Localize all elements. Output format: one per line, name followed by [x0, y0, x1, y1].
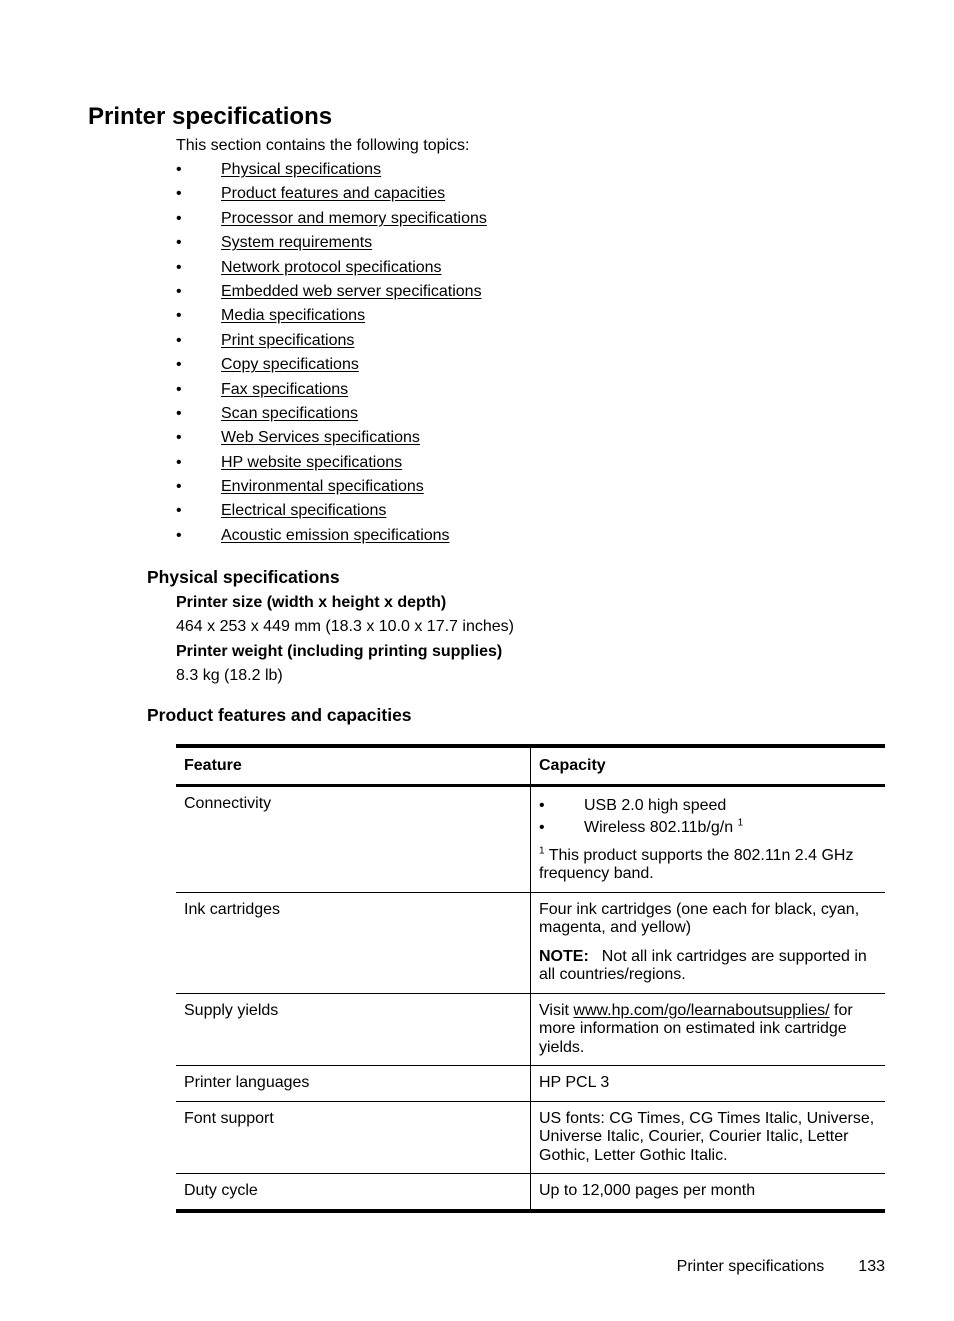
- topic-link-network[interactable]: Network protocol specifications: [221, 258, 442, 276]
- feature-cell: Font support: [176, 1101, 531, 1174]
- list-item: [176, 306, 776, 330]
- topics-list: [176, 160, 776, 550]
- connectivity-item: Wireless 802.11b/g/n: [584, 818, 734, 836]
- list-item: [176, 453, 776, 477]
- supply-suffix: for more information on estimated ink cartridge yields.: [539, 1001, 853, 1056]
- supply-prefix: Visit: [539, 1001, 574, 1019]
- size-label: Printer size (width x height x depth): [176, 594, 447, 611]
- topic-link-processor[interactable]: Processor and memory specifications: [221, 209, 487, 227]
- ink-text: Four ink cartridges (one each for black, cyan, magenta, and yellow): [539, 900, 860, 936]
- page-title: Printer specifications: [88, 103, 333, 130]
- footnote-text: This product supports the 802.11n 2.4 GHz frequency band.: [539, 846, 854, 882]
- capacity-cell: Up to 12,000 pages per month: [539, 1182, 756, 1199]
- list-item: [539, 795, 877, 817]
- list-item: [176, 160, 776, 184]
- feature-cell: Supply yields: [176, 993, 531, 1066]
- capacity-cell: HP PCL 3: [539, 1074, 610, 1091]
- bullet: •: [176, 161, 182, 178]
- feature-cell: Connectivity: [176, 785, 531, 892]
- bullet: •: [176, 258, 182, 276]
- bullet: •: [176, 185, 182, 203]
- list-item: [176, 355, 776, 379]
- bullet: •: [176, 282, 182, 300]
- topic-link-physical[interactable]: Physical specifications: [221, 161, 382, 178]
- bullet: •: [176, 209, 182, 227]
- page-footer: [600, 1257, 885, 1277]
- list-item: [176, 184, 776, 208]
- feature-cell: Duty cycle: [176, 1174, 531, 1211]
- table-row: [176, 1066, 885, 1102]
- footnote-mark: 1: [737, 817, 744, 829]
- topic-link-system[interactable]: System requirements: [221, 234, 373, 252]
- topic-link-web-services[interactable]: Web Services specifications: [221, 429, 420, 447]
- feature-cell: Printer languages: [176, 1066, 531, 1102]
- list-item: [176, 404, 776, 428]
- weight-label: Printer weight (including printing supplies): [176, 643, 503, 660]
- bullet: •: [176, 307, 182, 325]
- note-label: NOTE:: [539, 947, 589, 965]
- column-header-feature: Feature: [176, 746, 531, 785]
- table-header-row: [176, 746, 885, 785]
- feature-cell: Ink cartridges: [176, 892, 531, 993]
- intro-text: This section contains the following topics:: [176, 137, 470, 154]
- table-row: [176, 892, 885, 993]
- topic-link-hp-website[interactable]: HP website specifications: [221, 453, 403, 471]
- bullet: •: [176, 478, 182, 496]
- connectivity-list: [539, 795, 877, 839]
- bullet: •: [176, 453, 182, 471]
- topic-link-media[interactable]: Media specifications: [221, 307, 366, 325]
- list-item: [176, 233, 776, 257]
- features-table: [176, 744, 885, 1213]
- list-item: [176, 428, 776, 452]
- bullet: •: [176, 502, 182, 520]
- weight-value: 8.3 kg (18.2 lb): [176, 667, 283, 684]
- supplies-link[interactable]: www.hp.com/go/learnaboutsupplies/: [573, 1001, 830, 1019]
- topic-link-scan[interactable]: Scan specifications: [221, 404, 358, 422]
- bullet: •: [176, 526, 182, 544]
- topic-link-electrical[interactable]: Electrical specifications: [221, 502, 387, 520]
- footnote: [539, 847, 877, 884]
- capacity-cell: [531, 993, 886, 1066]
- list-item: [539, 817, 877, 839]
- list-item: [176, 258, 776, 282]
- list-item: [176, 501, 776, 525]
- footnote-mark: 1: [539, 845, 545, 857]
- table-row: [176, 993, 885, 1066]
- note: [539, 948, 877, 985]
- bullet: •: [539, 818, 545, 836]
- connectivity-item: USB 2.0 high speed: [584, 796, 727, 814]
- note-text: Not all ink cartridges are supported in all countries/regions.: [539, 947, 867, 983]
- table-row: [176, 1101, 885, 1174]
- bullet: •: [176, 356, 182, 374]
- footer-section-title: Printer specifications: [676, 1258, 825, 1275]
- list-item: [176, 477, 776, 501]
- list-item: [176, 282, 776, 306]
- bullet: •: [176, 429, 182, 447]
- bullet: •: [176, 331, 182, 349]
- table-row: [176, 785, 885, 892]
- topic-link-environmental[interactable]: Environmental specifications: [221, 478, 424, 496]
- table-row: [176, 1174, 885, 1211]
- capacity-cell: [531, 785, 886, 892]
- bullet: •: [176, 380, 182, 398]
- list-item: [176, 209, 776, 233]
- bullet: •: [539, 796, 545, 814]
- bullet: •: [176, 234, 182, 252]
- capacity-cell: [531, 892, 886, 993]
- supply-text: [539, 1002, 877, 1058]
- capacity-cell: US fonts: CG Times, CG Times Italic, Universe, Universe Italic, Courier, Courier Italic, Letter Gothic, Letter Gothic Italic.: [539, 1109, 875, 1164]
- physical-heading: Physical specifications: [147, 567, 340, 587]
- topic-link-copy[interactable]: Copy specifications: [221, 356, 359, 374]
- column-header-capacity: Capacity: [539, 757, 606, 774]
- topic-link-fax[interactable]: Fax specifications: [221, 380, 349, 398]
- list-item: [176, 331, 776, 355]
- size-value: 464 x 253 x 449 mm (18.3 x 10.0 x 17.7 inches): [176, 618, 514, 635]
- features-heading: Product features and capacities: [147, 705, 412, 725]
- topic-link-ews[interactable]: Embedded web server specifications: [221, 282, 482, 300]
- topic-link-acoustic[interactable]: Acoustic emission specifications: [221, 526, 450, 544]
- topic-link-features[interactable]: Product features and capacities: [221, 185, 446, 203]
- topic-link-print[interactable]: Print specifications: [221, 331, 355, 349]
- page-number: 133: [858, 1258, 885, 1275]
- list-item: [176, 526, 776, 550]
- list-item: [176, 380, 776, 404]
- bullet: •: [176, 404, 182, 422]
